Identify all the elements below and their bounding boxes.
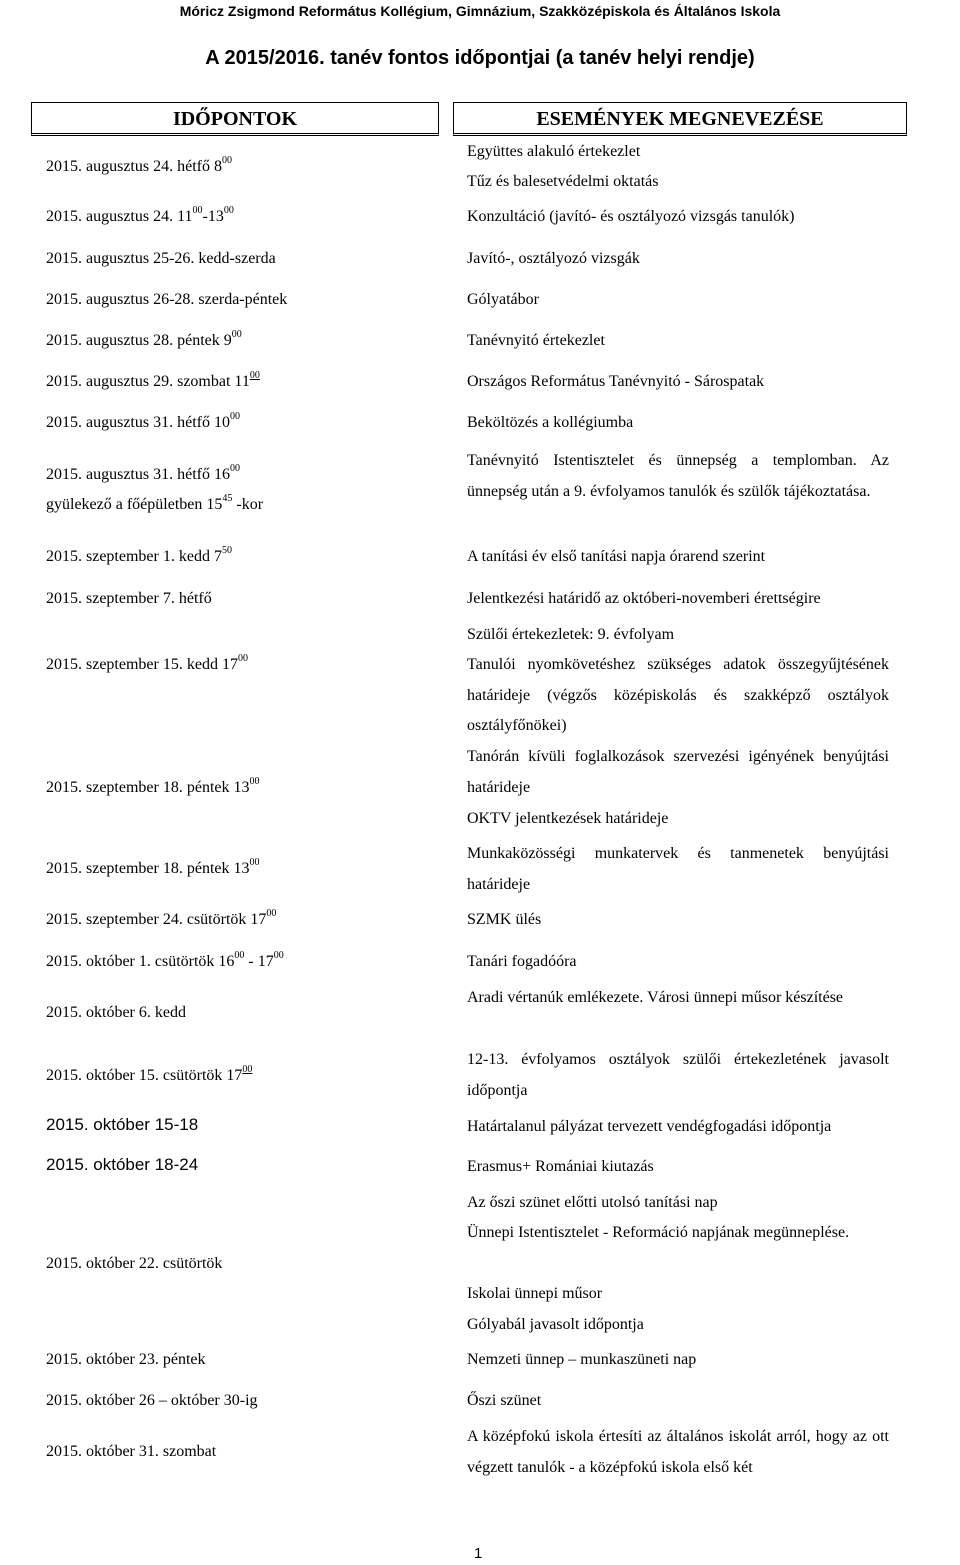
event-line: Tűz és balesetvédelmi oktatás: [467, 173, 659, 190]
event-line: Munkaközösségi munkatervek és tanmenetek benyújtási határideje: [467, 845, 889, 893]
date-cell: 2015. szeptember 18. péntek $13^{00}$: [46, 856, 260, 877]
event-line: Országos Református Tanévnyitó - Sárospatak: [467, 373, 765, 390]
date-cell: 2015. augusztus 25-26. kedd-szerda: [46, 250, 276, 267]
event-line: Határtalanul pályázat tervezett vendégfogadási időpontja: [467, 1118, 832, 1135]
date-cell-line2: gyülekező a főépületben $15^{45}$ -kor: [46, 492, 264, 513]
date-cell: 2015. október 6. kedd: [46, 1004, 186, 1021]
event-line: Az őszi szünet előtti utolsó tanítási nap: [467, 1194, 718, 1211]
date-cell: 2015. augusztus 24. hétfő $8^{00}$: [46, 154, 232, 175]
event-line: A tanítási év első tanítási napja órarend szerint: [467, 548, 766, 565]
date-cell: 2015. október 15-18: [46, 1115, 199, 1134]
date-cell: 2015. augusztus 29. szombat $11^{00}$: [46, 369, 260, 390]
event-line: Javító-, osztályozó vizsgák: [467, 250, 640, 267]
page-number: 1: [474, 1545, 483, 1562]
event-line: Nemzeti ünnep – munkaszüneti nap: [467, 1351, 697, 1368]
event-line: Beköltözés a kollégiumba: [467, 414, 634, 431]
date-cell: 2015. augusztus 24. $11^{00}-13^{00}$: [46, 204, 234, 225]
school-name: Móricz Zsigmond Református Kollégium, Gimnázium, Szakközépiskola és Általános Iskola: [179, 3, 781, 19]
event-line: Tanulói nyomkövetéshez szükséges adatok összegyűjtésének határideje (végzős középiskolás és szakképző osztályok osztályfőnökei): [467, 656, 889, 734]
event-line: Őszi szünet: [467, 1392, 542, 1409]
date-cell: 2015. szeptember 1. kedd $7^{50}$: [46, 544, 232, 565]
date-cell: 2015. szeptember 24. csütörtök $17^{00}$: [46, 907, 277, 928]
event-line: Tanári fogadóóra: [467, 953, 577, 970]
date-cell: 2015. október 1. csütörtök $16^{00} - 17^{00}$: [46, 949, 284, 970]
event-line: Ünnepi Istentisztelet - Reformáció napjának megünneplése.: [467, 1224, 850, 1241]
event-line: Erasmus+ Romániai kiutazás: [467, 1158, 654, 1175]
event-line: Gólyabál javasolt időpontja: [467, 1316, 644, 1333]
event-line: Aradi vértanúk emlékezete. Városi ünnepi műsor készítése: [467, 989, 844, 1006]
date-cell: 2015. szeptember 15. kedd $17^{00}$: [46, 652, 248, 673]
date-cell: 2015. október 31. szombat: [46, 1443, 217, 1460]
event-line: Jelentkezési határidő az októberi-novemberi érettségire: [467, 590, 821, 607]
event-line: Tanévnyitó Istentisztelet és ünnepség a templomban. Az ünnepség után a 9. évfolyamos tanulók és szülők tájékoztatása.: [467, 452, 889, 500]
event-line: Gólyatábor: [467, 291, 539, 308]
date-cell: 2015. augusztus 28. péntek $9^{00}$: [46, 328, 242, 349]
date-cell: 2015. augusztus 31. hétfő $16^{00}$: [46, 462, 240, 483]
date-cell: 2015. október 26 – október 30-ig: [46, 1392, 258, 1409]
header-events: ESEMÉNYEK MEGNEVEZÉSE: [453, 102, 907, 136]
date-cell: 2015. október 18-24: [46, 1155, 199, 1174]
date-cell: 2015. október 22. csütörtök: [46, 1255, 223, 1272]
header-dates: IDŐPONTOK: [31, 102, 439, 136]
date-cell: 2015. szeptember 18. péntek $13^{00}$: [46, 775, 260, 796]
event-line: Tanórán kívüli foglalkozások szervezési igényének benyújtási határideje: [467, 748, 889, 796]
event-line: Tanévnyitó értekezlet: [467, 332, 605, 349]
event-line: OKTV jelentkezések határideje: [467, 810, 669, 827]
page-title: A 2015/2016. tanév fontos időpontjai (a tanév helyi rendje): [205, 47, 755, 69]
date-cell: 2015. augusztus 31. hétfő $10^{00}$: [46, 410, 240, 431]
date-cell: 2015. október 15. csütörtök $17^{00}$: [46, 1063, 253, 1084]
event-line: Konzultáció (javító- és osztályozó vizsgás tanulók): [467, 208, 795, 225]
event-line: 12-13. évfolyamos osztályok szülői értekezletének javasolt időpontja: [467, 1051, 889, 1099]
date-cell: 2015. szeptember 7. hétfő: [46, 590, 212, 607]
event-line: SZMK ülés: [467, 911, 542, 928]
event-line: A középfokú iskola értesíti az általános iskolát arról, hogy az ott végzett tanulók - a középfokú iskola első két: [467, 1428, 889, 1476]
event-line: Iskolai ünnepi műsor: [467, 1285, 603, 1302]
event-line: Szülői értekezletek: 9. évfolyam: [467, 626, 675, 643]
date-cell: 2015. október 23. péntek: [46, 1351, 206, 1368]
event-line: Együttes alakuló értekezlet: [467, 143, 641, 160]
date-cell: 2015. augusztus 26-28. szerda-péntek: [46, 291, 288, 308]
